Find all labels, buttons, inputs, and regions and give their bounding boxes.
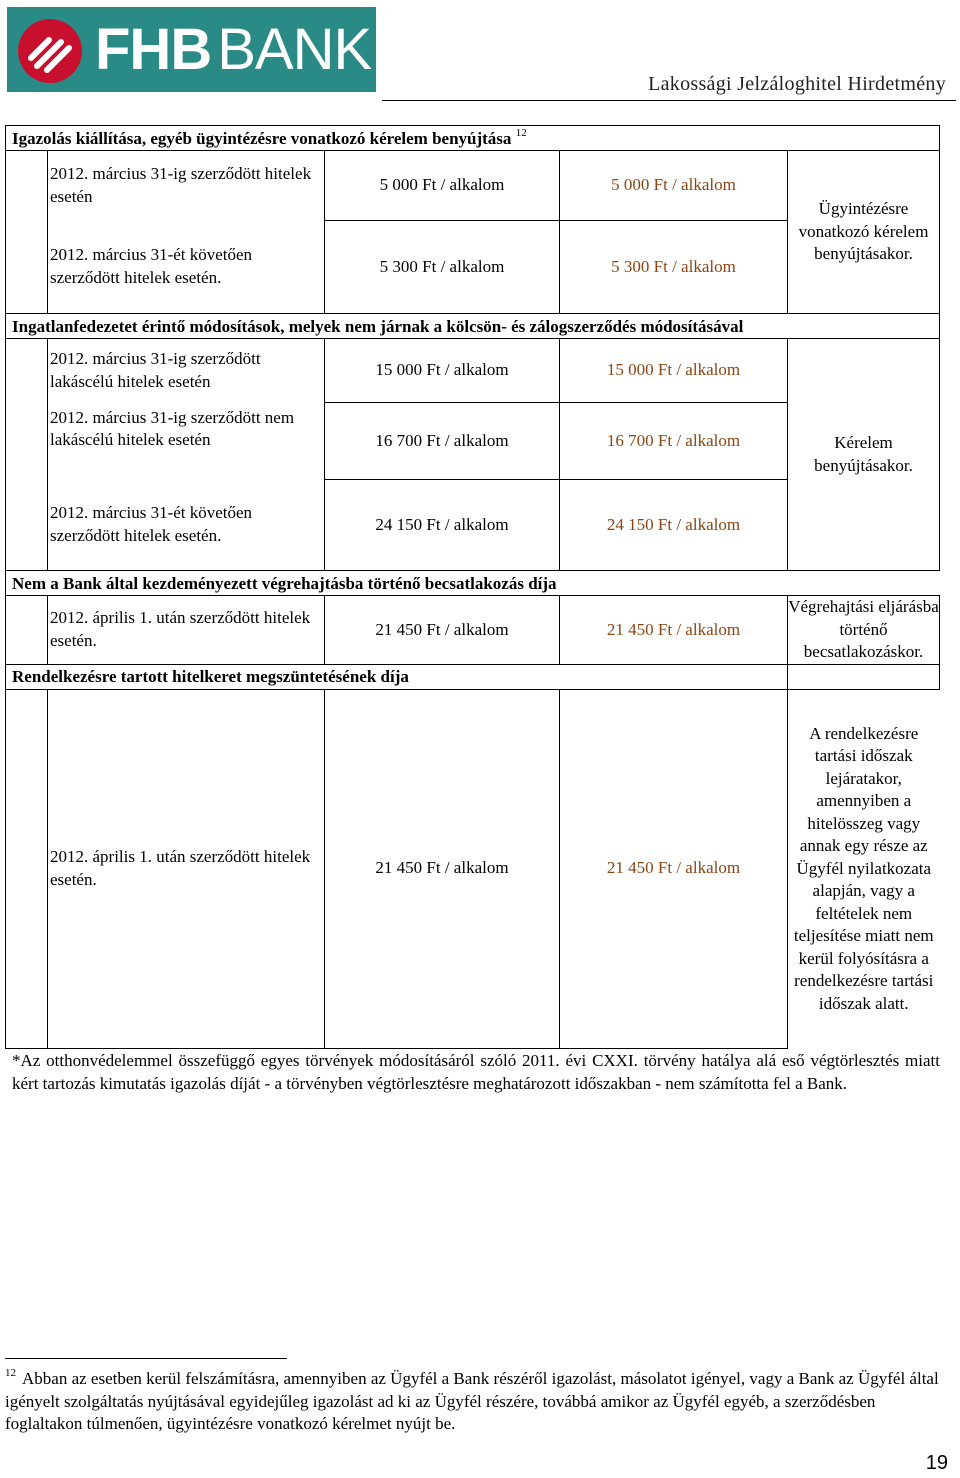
section-title: Ingatlanfedezetet érintő módosítások, melyek nem járnak a kölcsön- és zálogszerződés módosításával xyxy=(6,314,940,339)
fee-amount: 21 450 Ft / alkalom xyxy=(325,689,560,1048)
fee-amount-new: 16 700 Ft / alkalom xyxy=(560,403,788,480)
fee-amount-new: 21 450 Ft / alkalom xyxy=(560,596,788,665)
fee-row xyxy=(6,339,940,403)
fee-amount: 21 450 Ft / alkalom xyxy=(325,596,560,665)
fhb-emblem-icon xyxy=(17,18,83,84)
fee-row xyxy=(6,689,940,1048)
footnote xyxy=(5,1368,940,1436)
fee-description: 2012. március 31-ét követően szerződött hitelek esetén. xyxy=(48,221,325,314)
fee-timing: Ügyintézésre vonatkozó kérelem benyújtásakor. xyxy=(788,151,940,314)
fee-amount: 15 000 Ft / alkalom xyxy=(325,339,560,403)
fee-timing: Végrehajtási eljárásba történő becsatlakozáskor. xyxy=(788,596,940,665)
section-header-row xyxy=(6,664,940,689)
logo-text: FHB BANK xyxy=(95,17,372,82)
fee-description: 2012. április 1. után szerződött hitelek esetén. xyxy=(48,596,325,665)
fee-amount-new: 24 150 Ft / alkalom xyxy=(560,480,788,571)
header-divider xyxy=(382,100,956,101)
section-header-row xyxy=(6,571,940,596)
fee-amount: 5 000 Ft / alkalom xyxy=(325,151,560,221)
section-header-row xyxy=(6,126,940,151)
fee-row xyxy=(6,596,940,665)
fee-amount: 24 150 Ft / alkalom xyxy=(325,480,560,571)
footnote-number: 12 xyxy=(5,1367,16,1379)
fee-amount-new: 5 000 Ft / alkalom xyxy=(560,151,788,221)
fee-amount-new: 5 300 Ft / alkalom xyxy=(560,221,788,314)
fee-description: 2012. április 1. után szerződött hitelek esetén. xyxy=(48,689,325,1048)
fee-description: 2012. március 31-ét követően szerződött hitelek esetén. xyxy=(48,480,325,571)
page-number: 19 xyxy=(925,1452,948,1474)
footnote-ref: 12 xyxy=(515,126,527,139)
fee-timing: A rendelkezésre tartási időszak lejáratakor, amennyiben a hitelösszeg vagy annak egy része az Ügyfél nyilatkozata alapján, vagy a feltételek nem teljesítése miatt nem kerül folyósításra a rendelkezésre tartási időszak alatt. xyxy=(788,689,940,1048)
section-header-row xyxy=(6,314,940,339)
footnote-divider xyxy=(5,1358,287,1359)
section-title: Rendelkezésre tartott hitelkeret megszüntetésének díja xyxy=(6,664,788,689)
footnote-text: Abban az esetben kerül felszámításra, amennyiben az Ügyfél a Bank részéről igazolást, másolatot igényel, vagy a Bank az Ügyfél által igényelt szolgáltatás nyújtásával egyidejűleg igazolást ad ki az Ügyfél részére, továbbá amikor az Ügyfél egyéb, a szerződésben foglaltakon túlmenően, ügyintézésre vonatkozó kérelmet nyújt be. xyxy=(5,1369,939,1433)
fee-row xyxy=(6,151,940,221)
fee-amount: 16 700 Ft / alkalom xyxy=(325,403,560,480)
fee-amount-new: 21 450 Ft / alkalom xyxy=(560,689,788,1048)
fee-description: 2012. március 31-ig szerződött hitelek esetén xyxy=(48,151,325,221)
fee-amount-new: 15 000 Ft / alkalom xyxy=(560,339,788,403)
legal-note: *Az otthonvédelemmel összefüggő egyes törvények módosításáról szóló 2011. évi CXXI. törvény hatálya alá eső végtörlesztés miatt kért tartozás kimutatás igazolás díját - a törvényben végtörlesztésre meghatározott időszakban - nem számította fel a Bank. xyxy=(12,1051,940,1093)
fee-timing: Kérelem benyújtásakor. xyxy=(788,339,940,571)
section-title: Nem a Bank által kezdeményezett végrehajtásba történő becsatlakozás díja xyxy=(6,571,940,596)
fhb-bank-logo xyxy=(7,7,376,92)
fee-description: 2012. március 31-ig szerződött lakáscélú hitelek esetén xyxy=(48,339,325,403)
document-title: Lakossági Jelzáloghitel Hirdetmény xyxy=(648,73,946,95)
fee-amount: 5 300 Ft / alkalom xyxy=(325,221,560,314)
section-title: Igazolás kiállítása, egyéb ügyintézésre vonatkozó kérelem benyújtása $^{12}$ xyxy=(6,126,940,151)
fee-description: 2012. március 31-ig szerződött nem lakáscélú hitelek esetén xyxy=(48,403,325,480)
fee-table xyxy=(5,125,940,1049)
